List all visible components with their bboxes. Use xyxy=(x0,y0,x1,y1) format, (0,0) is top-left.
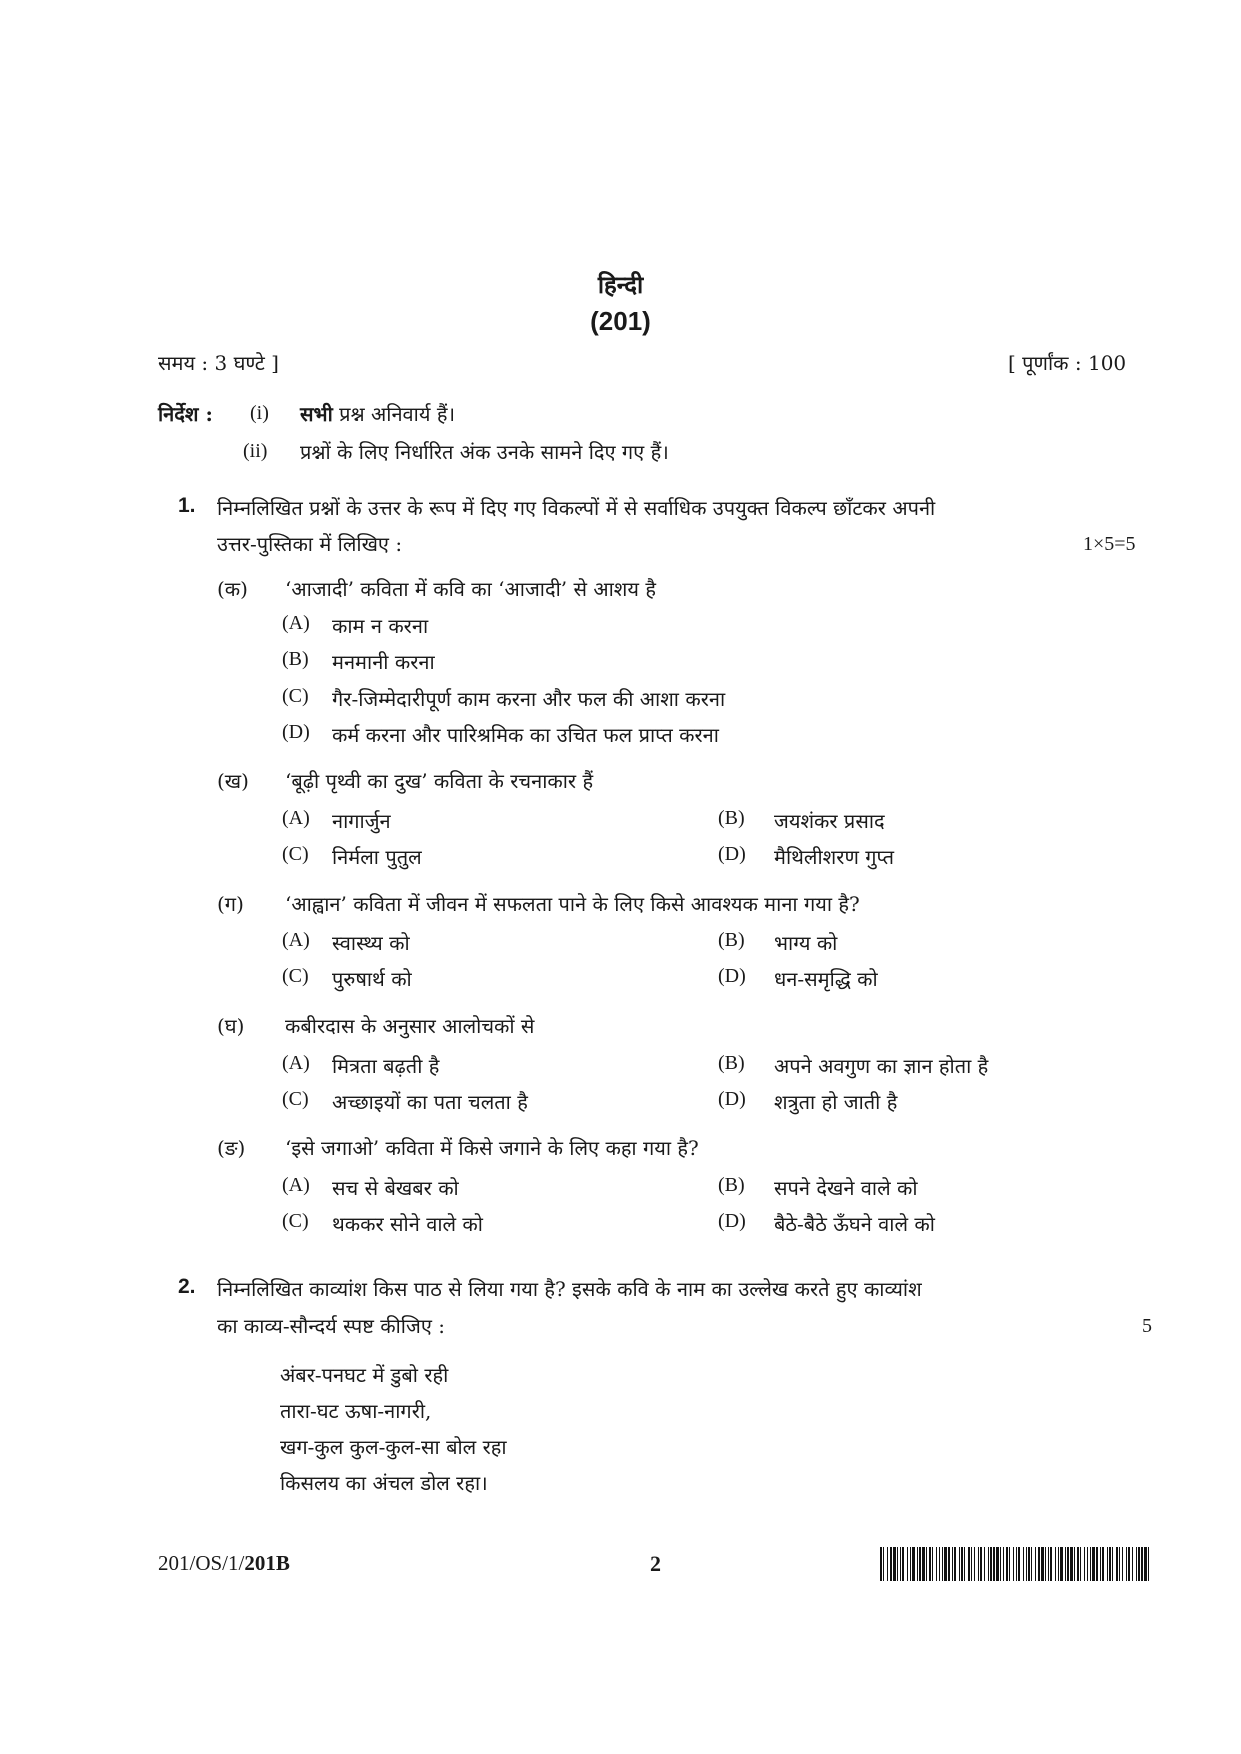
question-text: निम्नलिखित प्रश्नों के उत्तर के रूप में दिए गए विकल्पों में से सर्वाधिक उपयुक्त विकल्प छाँटकर अपनी xyxy=(217,496,936,520)
instruction-item: सभी प्रश्न अनिवार्य हैं। xyxy=(300,402,456,426)
instructions-label: निर्देश : xyxy=(158,402,213,426)
option-text: स्वास्थ्य को xyxy=(332,931,410,955)
question-marks: 5 xyxy=(1142,1315,1152,1337)
option-label: (B) xyxy=(718,1174,745,1196)
poem-line: किसलय का अंचल डोल रहा। xyxy=(280,1471,488,1495)
barcode xyxy=(880,1547,1150,1581)
option-text: नागार्जुन xyxy=(332,809,391,833)
option-label: (C) xyxy=(282,843,309,865)
option-label: (B) xyxy=(282,648,309,670)
poem-line: खग-कुल कुल-कुल-सा बोल रहा xyxy=(280,1435,507,1459)
option-text: कर्म करना और पारिश्रमिक का उचित फल प्राप्त करना xyxy=(332,723,719,747)
option-label: (C) xyxy=(282,1088,309,1110)
poem-line: तारा-घट ऊषा-नागरी, xyxy=(280,1399,432,1423)
question-text: निम्नलिखित काव्यांश किस पाठ से लिया गया है? इसके कवि के नाम का उल्लेख करते हुए काव्यांश xyxy=(217,1277,922,1301)
part-label: (ख) xyxy=(217,769,249,793)
option-label: (C) xyxy=(282,685,309,707)
part-question: ‘इसे जगाओ’ कविता में किसे जगाने के लिए कहा गया है? xyxy=(285,1136,699,1160)
option-text: सच से बेखबर को xyxy=(332,1176,459,1200)
part-label: (क) xyxy=(217,577,248,601)
subject-title: हिन्दी xyxy=(597,270,644,299)
option-label: (A) xyxy=(282,1174,310,1196)
option-text: मित्रता बढ़ती है xyxy=(332,1054,440,1078)
option-text: पुरुषार्थ को xyxy=(332,967,412,991)
question-number: 2. xyxy=(178,1275,196,1298)
option-text: मैथिलीशरण गुप्त xyxy=(774,845,895,869)
instruction-num: (ii) xyxy=(243,440,268,462)
option-label: (C) xyxy=(282,1210,309,1232)
option-text: धन-समृद्धि को xyxy=(774,967,878,991)
question-number: 1. xyxy=(178,494,196,517)
instruction-num: (i) xyxy=(250,402,269,424)
option-text: काम न करना xyxy=(332,614,429,638)
option-text: जयशंकर प्रसाद xyxy=(774,809,885,833)
option-text: बैठे-बैठे ऊँघने वाले को xyxy=(774,1212,935,1236)
part-label: (घ) xyxy=(217,1014,245,1038)
part-label: (ङ) xyxy=(217,1136,246,1160)
option-label: (A) xyxy=(282,807,310,829)
paper-code: 201/OS/1/201B xyxy=(158,1551,290,1575)
option-text: अपने अवगुण का ज्ञान होता है xyxy=(774,1054,989,1078)
option-label: (B) xyxy=(718,929,745,951)
option-label: (D) xyxy=(282,721,310,743)
option-text: गैर-जिम्मेदारीपूर्ण काम करना और फल की आशा करना xyxy=(332,687,726,711)
subject-code: (201) xyxy=(590,306,651,336)
question-text: उत्तर-पुस्तिका में लिखिए : xyxy=(217,532,403,556)
option-label: (D) xyxy=(718,965,746,987)
question-text: का काव्य-सौन्दर्य स्पष्ट कीजिए : xyxy=(217,1314,445,1338)
option-label: (A) xyxy=(282,612,310,634)
option-text: निर्मला पुतुल xyxy=(332,845,422,869)
poem-line: अंबर-पनघट में डुबो रही xyxy=(280,1363,449,1387)
option-text: मनमानी करना xyxy=(332,650,435,674)
time-allowed: समय : 3 घण्टे ] xyxy=(158,351,279,375)
part-label: (ग) xyxy=(217,892,244,916)
option-text: थककर सोने वाले को xyxy=(332,1212,483,1236)
option-text: शत्रुता हो जाती है xyxy=(774,1090,898,1114)
option-text: सपने देखने वाले को xyxy=(774,1176,918,1200)
page-number: 2 xyxy=(650,1551,661,1576)
option-text: अच्छाइयों का पता चलता है xyxy=(332,1090,528,1114)
option-label: (B) xyxy=(718,807,745,829)
part-question: कबीरदास के अनुसार आलोचकों से xyxy=(285,1014,535,1038)
option-label: (B) xyxy=(718,1052,745,1074)
question-marks: 1×5=5 xyxy=(1083,533,1136,555)
part-question: ‘आह्वान’ कविता में जीवन में सफलता पाने के लिए किसे आवश्यक माना गया है? xyxy=(285,892,860,916)
option-label: (D) xyxy=(718,1088,746,1110)
option-label: (A) xyxy=(282,1052,310,1074)
option-text: भाग्य को xyxy=(774,931,838,955)
option-label: (D) xyxy=(718,843,746,865)
instruction-item: प्रश्नों के लिए निर्धारित अंक उनके सामने दिए गए हैं। xyxy=(300,440,669,464)
part-question: ‘आजादी’ कविता में कवि का ‘आजादी’ से आशय है xyxy=(285,577,656,601)
max-marks: [ पूर्णांक : 100 xyxy=(1008,351,1127,375)
option-label: (C) xyxy=(282,965,309,987)
part-question: ‘बूढ़ी पृथ्वी का दुख’ कविता के रचनाकार हैं xyxy=(285,769,594,793)
option-label: (D) xyxy=(718,1210,746,1232)
option-label: (A) xyxy=(282,929,310,951)
